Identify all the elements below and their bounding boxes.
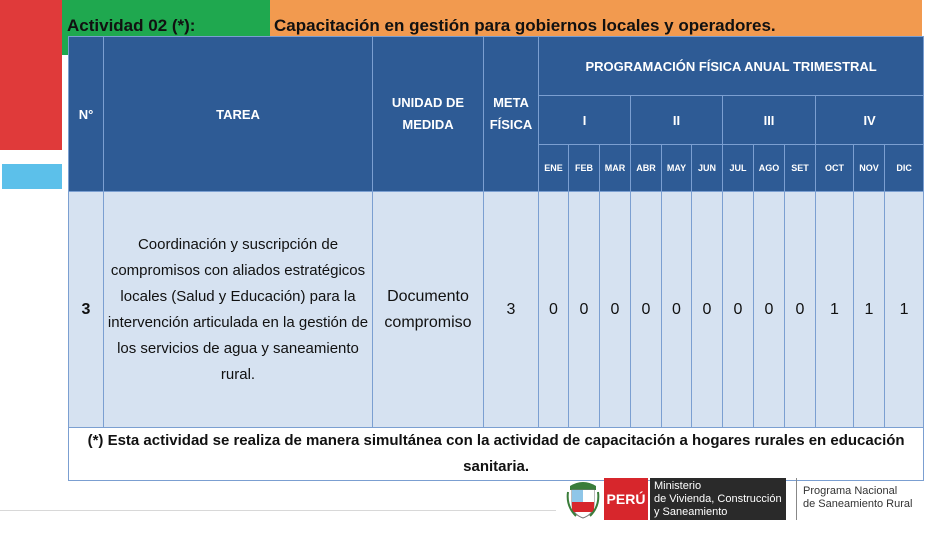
header-tarea: TAREA	[104, 37, 373, 192]
ministerio-line-3: y Saneamiento	[654, 506, 728, 518]
month-nov: NOV	[854, 145, 885, 192]
programa-line-1: Programa Nacional	[803, 485, 898, 497]
month-set: SET	[785, 145, 816, 192]
month-dic: DIC	[885, 145, 924, 192]
month-oct: OCT	[816, 145, 854, 192]
header-meta: META FÍSICA	[484, 37, 539, 192]
quarter-4: IV	[816, 96, 924, 145]
activity-label: Actividad 02 (*):	[67, 16, 196, 35]
table-row	[69, 192, 924, 428]
value-nov: 1	[854, 192, 885, 428]
value-ene: 0	[539, 192, 569, 428]
month-may: MAY	[662, 145, 692, 192]
ministerio-line-1: Ministerio	[654, 480, 702, 492]
row-num: 3	[69, 192, 104, 428]
row-tarea: Coordinación y suscripción de compromisos con aliados estratégicos locales (Salud y Educación) para la intervención articulada en la gestión de los servicios de agua y saneamiento rural.	[104, 192, 373, 428]
ministerio-line-2: de Vivienda, Construcción	[654, 493, 782, 505]
quarter-2: II	[631, 96, 723, 145]
footer-divider	[0, 510, 556, 511]
value-jun: 0	[692, 192, 723, 428]
blue-accent-bar	[2, 164, 62, 189]
value-jul: 0	[723, 192, 754, 428]
value-set: 0	[785, 192, 816, 428]
footnote: (*) Esta actividad se realiza de manera simultánea con la actividad de capacitación a hogares rurales en educación sanitaria.	[69, 428, 924, 481]
header-num: N°	[69, 37, 104, 192]
peru-crest-icon	[566, 480, 600, 520]
programa-line-2: de Saneamiento Rural	[803, 498, 913, 510]
programa-logo	[796, 478, 922, 520]
quarter-1: I	[539, 96, 631, 145]
red-accent-bar	[0, 0, 62, 150]
activity-title: Capacitación en gestión para gobiernos locales y operadores.	[274, 16, 776, 35]
peru-logo: PERÚ	[604, 478, 648, 520]
month-mar: MAR	[600, 145, 631, 192]
quarter-3: III	[723, 96, 816, 145]
value-feb: 0	[569, 192, 600, 428]
value-abr: 0	[631, 192, 662, 428]
header-programacion: PROGRAMACIÓN FÍSICA ANUAL TRIMESTRAL	[539, 37, 924, 96]
value-oct: 1	[816, 192, 854, 428]
schedule-table	[68, 36, 924, 481]
month-ago: AGO	[754, 145, 785, 192]
month-ene: ENE	[539, 145, 569, 192]
value-mar: 0	[600, 192, 631, 428]
value-ago: 0	[754, 192, 785, 428]
row-unidad: Documento compromiso	[373, 192, 484, 428]
ministerio-logo	[650, 478, 786, 520]
month-jul: JUL	[723, 145, 754, 192]
value-dic: 1	[885, 192, 924, 428]
header-unidad: UNIDAD DE MEDIDA	[373, 37, 484, 192]
month-jun: JUN	[692, 145, 723, 192]
value-may: 0	[662, 192, 692, 428]
month-abr: ABR	[631, 145, 662, 192]
month-feb: FEB	[569, 145, 600, 192]
row-meta: 3	[484, 192, 539, 428]
